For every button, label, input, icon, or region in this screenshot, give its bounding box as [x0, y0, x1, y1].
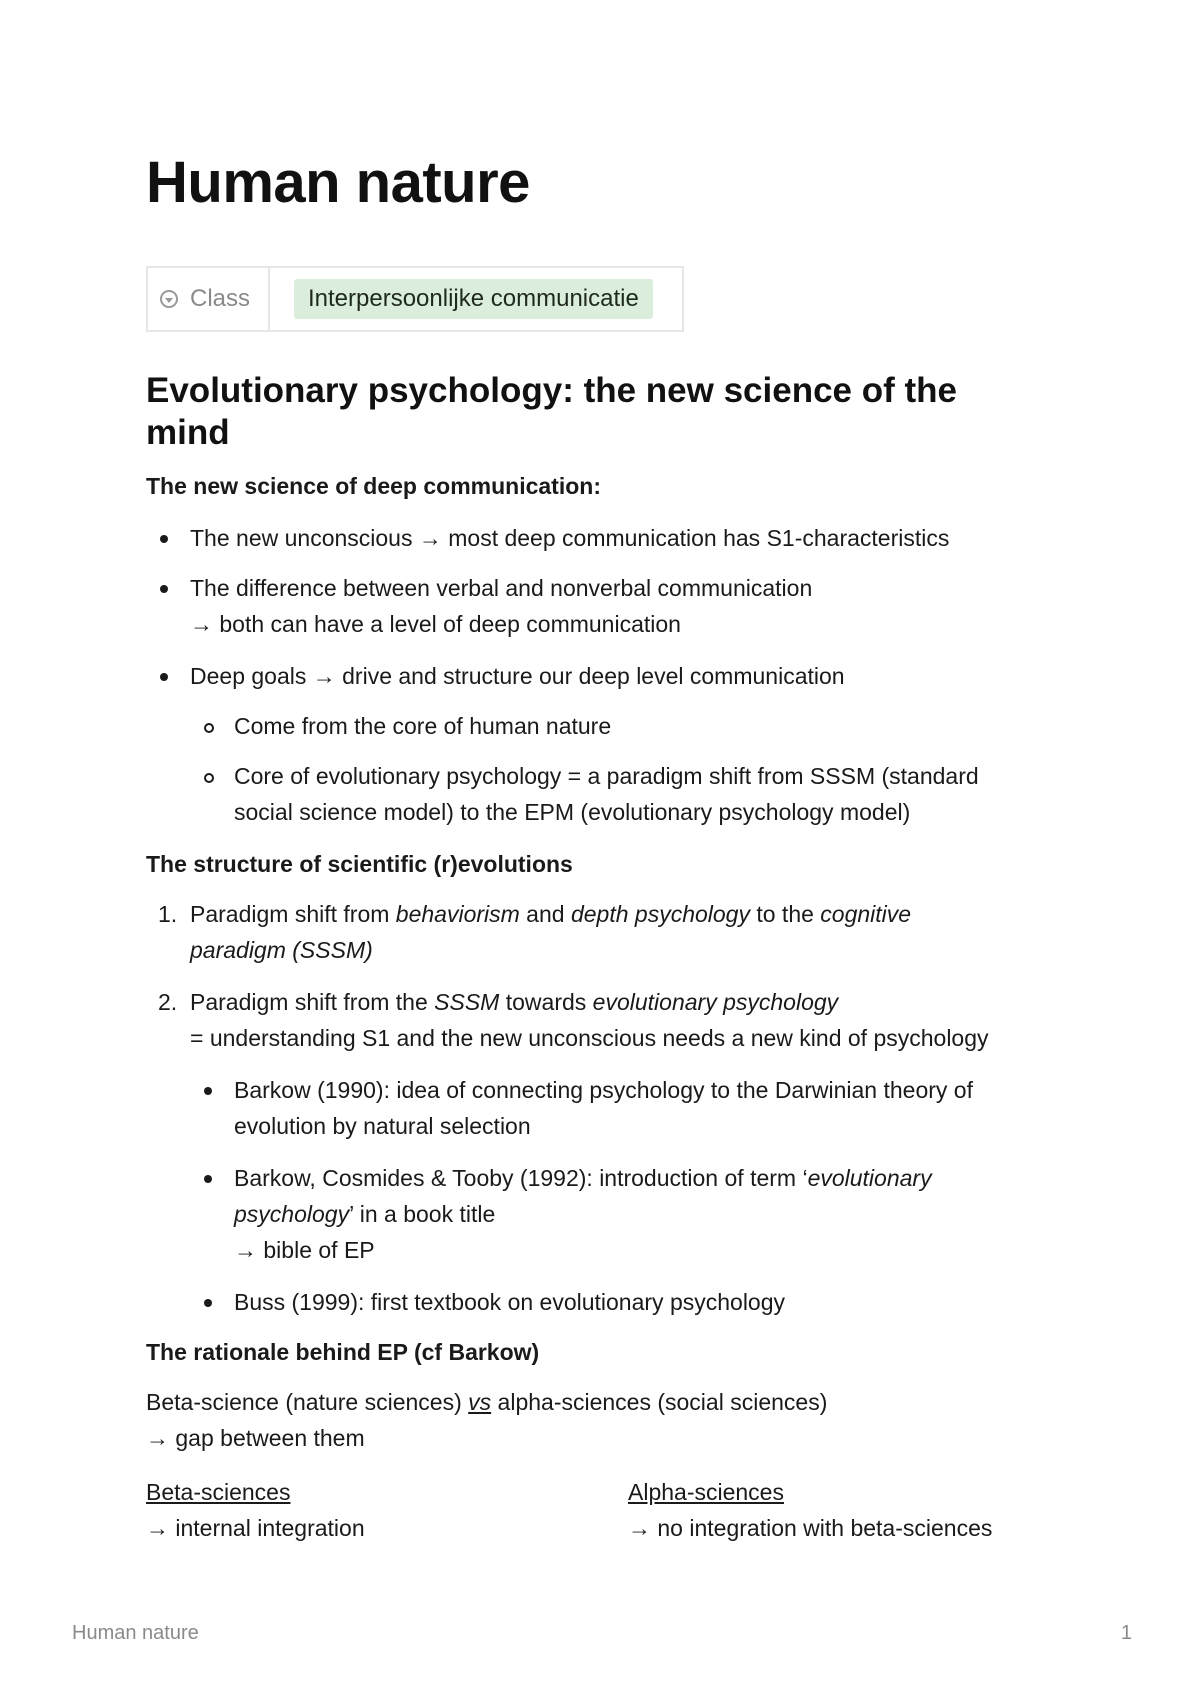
bullet-icon [160, 535, 168, 543]
subheading-deep-communication: The new science of deep communication: [146, 473, 601, 499]
page-number: 1 [1120, 1622, 1132, 1644]
column-right-text: → no integration with beta-sciences [628, 1515, 993, 1541]
property-value-cell[interactable] [269, 267, 683, 331]
paragraph-continuation: → gap between them [146, 1425, 365, 1451]
property-key-label: Class [190, 285, 251, 312]
column-left-text: → internal integration [146, 1515, 365, 1541]
hollow-bullet-icon [204, 773, 214, 783]
column-left-heading: Beta-sciences [146, 1479, 291, 1505]
hollow-bullet-icon [204, 723, 214, 733]
subheading-scientific-revolutions: The structure of scientific (r)evolutions [146, 851, 573, 877]
property-key-cell [147, 267, 269, 331]
paragraph: Beta-science (nature sciences) vs alpha-sciences (social sciences) [146, 1389, 828, 1415]
bullet-icon [160, 673, 168, 681]
bullet-icon [204, 1175, 212, 1183]
class-tag[interactable]: Interpersoonlijke communicatie [294, 279, 653, 319]
page-title: Human nature [146, 150, 530, 215]
column-right-heading: Alpha-sciences [628, 1479, 784, 1505]
bullet-icon [204, 1299, 212, 1307]
properties-table [146, 266, 684, 332]
bullet-icon [160, 585, 168, 593]
section-heading: Evolutionary psychology: the new science of the mind [146, 371, 957, 452]
subheading-rationale: The rationale behind EP (cf Barkow) [146, 1339, 540, 1365]
bullet-icon [204, 1087, 212, 1095]
footer-title: Human nature [72, 1622, 199, 1644]
select-icon [160, 290, 178, 308]
